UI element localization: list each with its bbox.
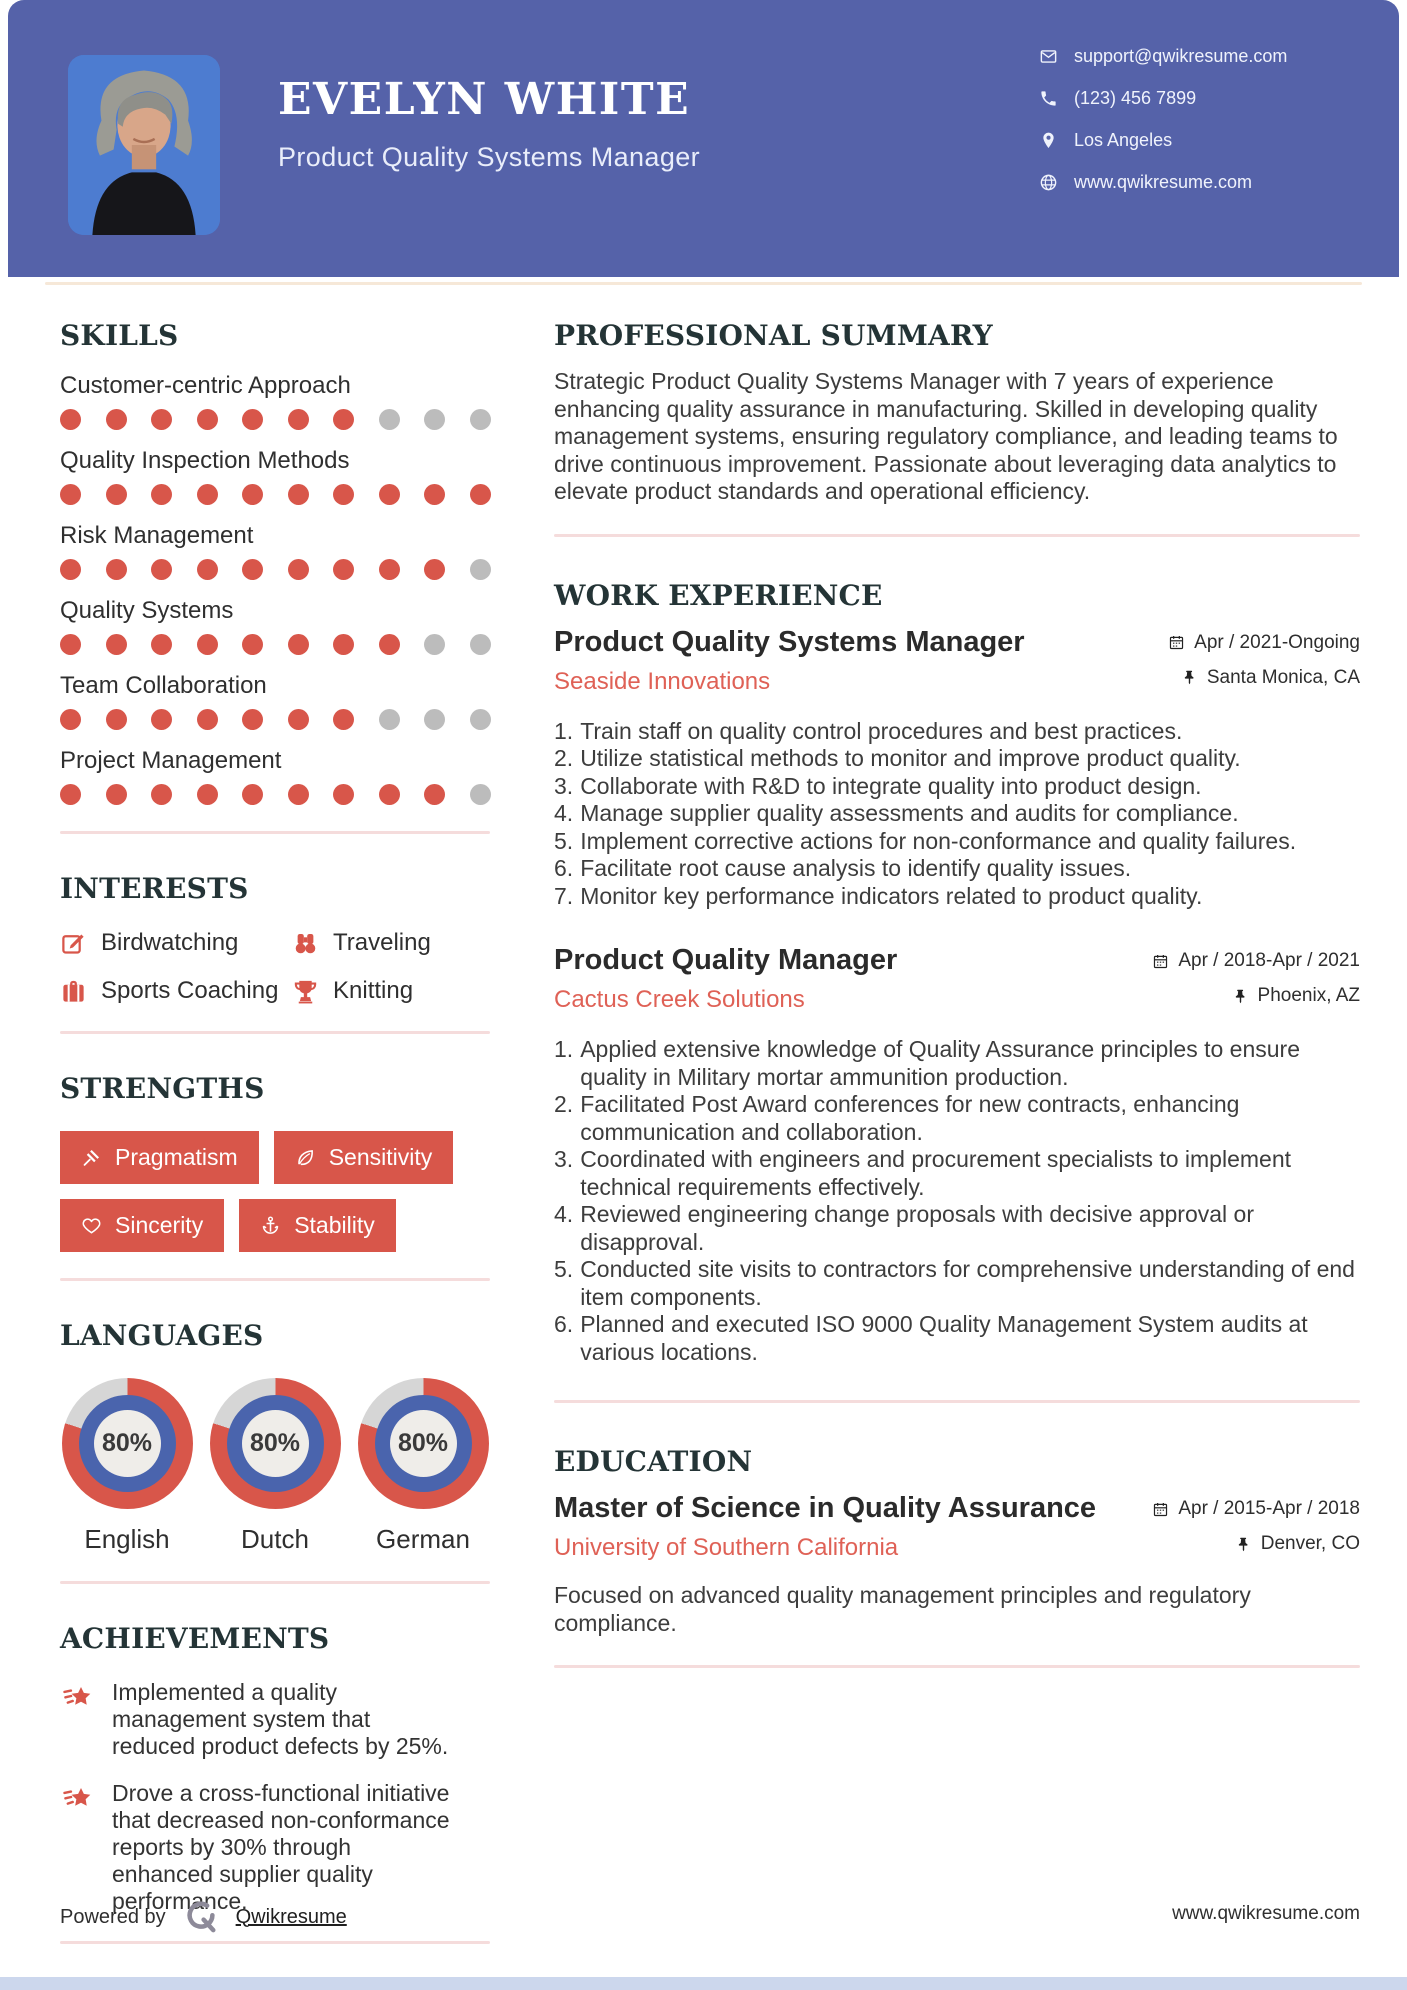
rating-dot (470, 784, 491, 805)
achievement-text: Drove a cross-functional initiative that decreased non-conformance reports by 30% through enhanced supplier quality performance. (112, 1780, 450, 1914)
language-percent: 80% (390, 1410, 457, 1477)
strengths-section (60, 1072, 490, 1252)
skill-label: Risk Management (60, 522, 254, 549)
anchor-icon (260, 1215, 281, 1236)
bullet-text: Facilitated Post Award conferences for new contracts, enhancing communication and collaboration. (580, 1091, 1240, 1145)
rating-dot (379, 784, 400, 805)
bullet-number: 4. (554, 800, 574, 826)
rating-dot (106, 634, 127, 655)
strength-badge (239, 1199, 396, 1252)
bullet-number: 2. (554, 1091, 574, 1117)
rating-dot (470, 484, 491, 505)
bullet-number: 2. (554, 745, 574, 771)
rating-dot (379, 559, 400, 580)
rating-dot (60, 559, 81, 580)
section-divider (554, 534, 1360, 537)
rating-dot (424, 559, 445, 580)
job-entry (554, 944, 1360, 1366)
job-bullet (554, 883, 1360, 911)
bullet-text: Implement corrective actions for non-conformance and quality failures. (580, 827, 1297, 854)
job-bullet (554, 1036, 1360, 1091)
rating-dot (242, 484, 263, 505)
education-description: Focused on advanced quality management principles and regulatory compliance. (554, 1582, 1251, 1636)
rating-dot (106, 409, 127, 430)
job-bullet (554, 828, 1360, 856)
rating-dot (151, 784, 172, 805)
job-dates (1168, 632, 1360, 654)
job-header (554, 626, 1360, 702)
skill-rating (60, 559, 490, 580)
rating-dot (242, 409, 263, 430)
location-icon (1039, 131, 1058, 150)
contact-item[interactable] (1039, 88, 1287, 109)
calendar-icon (1152, 1501, 1169, 1518)
rating-dot (288, 784, 309, 805)
rating-dot (151, 409, 172, 430)
bullet-number: 1. (554, 717, 574, 744)
degree-name: Master of Science in Quality Assurance (554, 1492, 1097, 1524)
rating-dot (470, 559, 491, 580)
strength-label: Sincerity (115, 1212, 204, 1238)
phone-icon (1039, 89, 1058, 108)
interest-label: Birdwatching (101, 929, 239, 956)
bullet-number: 7. (554, 882, 574, 909)
bullet-text: Collaborate with R&D to integrate quality into product design. (580, 772, 1202, 799)
achievement-item (60, 1780, 490, 1915)
skill-label: Customer-centric Approach (60, 372, 351, 399)
skills-list (60, 372, 490, 805)
skill-item (60, 672, 490, 730)
skill-rating (60, 634, 490, 655)
bullet-number: 6. (554, 1311, 574, 1337)
rating-dot (379, 484, 400, 505)
skill-label: Project Management (60, 747, 282, 774)
bullet-number: 1. (554, 1036, 574, 1062)
rating-dot (470, 709, 491, 730)
skill-label: Quality Systems (60, 597, 234, 624)
job-bullet (554, 1256, 1360, 1311)
achievement-item (60, 1679, 490, 1760)
rating-dot (288, 634, 309, 655)
bullet-number: 5. (554, 827, 574, 854)
interests-section (60, 872, 490, 1005)
sidebar (60, 319, 490, 1982)
email-icon (1039, 47, 1058, 66)
education-section (554, 1445, 1360, 1637)
language-donut (210, 1378, 341, 1509)
summary-text: Strategic Product Quality Systems Manager with 7 years of experience enhancing quality assurance in manufacturing. Skilled in developing quality management systems, ensuring regulatory compliance, and leading teams to drive continuous improvement. Passionate about leveraging data analytics to elevate product standards and operational efficiency. (554, 368, 1338, 504)
rating-dot (288, 409, 309, 430)
language-percent: 80% (94, 1410, 161, 1477)
rating-dot (424, 409, 445, 430)
bullet-number: 3. (554, 1146, 574, 1172)
leaf-icon (295, 1147, 316, 1168)
rating-dot (197, 709, 218, 730)
education-title: EDUCATION (554, 1445, 753, 1478)
donut-inner-ring (79, 1395, 176, 1492)
school-name: University of Southern California (554, 1534, 899, 1561)
summary-section (554, 319, 1360, 506)
profile-photo (68, 55, 220, 235)
job-role: Product Quality Systems Manager (554, 625, 1025, 658)
rating-dot (60, 484, 81, 505)
rating-dot (333, 409, 354, 430)
job-bullets (554, 718, 1360, 911)
language-label: English (84, 1524, 170, 1554)
job-bullet (554, 1201, 1360, 1256)
skill-rating (60, 484, 490, 505)
job-bullet (554, 718, 1360, 746)
gavel-icon (81, 1147, 102, 1168)
job-bullet (554, 1091, 1360, 1146)
rating-dot (379, 709, 400, 730)
bullet-number: 4. (554, 1201, 574, 1227)
rating-dot (333, 709, 354, 730)
skill-item (60, 522, 490, 580)
bullet-text: Train staff on quality control procedures and best practices. (580, 717, 1183, 744)
rating-dot (242, 784, 263, 805)
interest-label: Sports Coaching (101, 977, 279, 1004)
rating-dot (424, 484, 445, 505)
bullet-text: Conducted site visits to contractors for comprehensive understanding of end item components. (580, 1256, 1355, 1310)
skill-rating (60, 709, 490, 730)
language-donut (62, 1378, 193, 1509)
rating-dot (288, 709, 309, 730)
rating-dot (424, 784, 445, 805)
rating-dot (333, 634, 354, 655)
strength-label: Pragmatism (115, 1144, 238, 1170)
languages-list (60, 1378, 490, 1555)
language-percent: 80% (242, 1410, 309, 1477)
achievements-title: ACHIEVEMENTS (60, 1622, 330, 1655)
interest-item (60, 977, 292, 1005)
bullet-text: Coordinated with engineers and procurement specialists to implement technical requirements effectively. (580, 1146, 1292, 1200)
footer-powered-by (60, 1896, 347, 1938)
strength-badge (274, 1131, 454, 1184)
skill-rating (60, 784, 490, 805)
rating-dot (60, 784, 81, 805)
rating-dot (106, 559, 127, 580)
avatar (68, 55, 220, 235)
contact-item[interactable] (1039, 130, 1287, 151)
powered-by-label: Powered by (60, 1905, 166, 1928)
job-role: Product Quality Manager (554, 944, 898, 976)
section-divider (60, 1941, 490, 1944)
identity-block (278, 74, 700, 173)
education-main (554, 1492, 1096, 1562)
location-text: Phoenix, AZ (1257, 985, 1360, 1006)
rating-dot (106, 484, 127, 505)
education-meta (1152, 1492, 1360, 1568)
languages-section (60, 1319, 490, 1555)
rating-dot (242, 709, 263, 730)
pushpin-icon (1181, 669, 1198, 686)
bullet-text: Manage supplier quality assessments and audits for compliance. (580, 800, 1239, 826)
achievement-text: Implemented a quality management system that reduced product defects by 25%. (112, 1679, 449, 1759)
rating-dot (424, 709, 445, 730)
person-name: EVELYN WHITE (278, 74, 691, 125)
job-dates (1152, 950, 1360, 972)
bullet-text: Planned and executed ISO 9000 Quality Management System audits at various locations. (580, 1311, 1308, 1365)
location-text: Santa Monica, CA (1206, 666, 1360, 688)
rating-dot (197, 409, 218, 430)
education-dates (1152, 1498, 1360, 1520)
rating-dot (333, 784, 354, 805)
bullet-text: Facilitate root cause analysis to identify quality issues. (580, 855, 1132, 881)
skills-section (60, 319, 490, 805)
rating-dot (60, 709, 81, 730)
language-label: German (376, 1524, 470, 1554)
rating-dot (151, 484, 172, 505)
bullet-number: 3. (554, 772, 574, 799)
work-title: WORK EXPERIENCE (554, 578, 883, 612)
rating-dot (333, 484, 354, 505)
rating-dot (470, 409, 491, 430)
education-entry (554, 1492, 1360, 1568)
job-company: Cactus Creek Solutions (554, 986, 805, 1013)
contact-text: www.qwikresume.com (1074, 172, 1253, 192)
footer-website[interactable]: www.qwikresume.com (1172, 1903, 1360, 1924)
rating-dot (242, 559, 263, 580)
donut-inner-ring (375, 1395, 472, 1492)
bullet-text: Monitor key performance indicators related to product quality. (580, 882, 1203, 909)
rating-dot (470, 634, 491, 655)
section-divider (60, 1278, 490, 1281)
pushpin-icon (1232, 988, 1249, 1005)
bullet-text: Applied extensive knowledge of Quality Assurance principles to ensure quality in Military mortar ammunition production. (580, 1036, 1300, 1090)
interest-item (292, 929, 490, 957)
contact-text: support@qwikresume.com (1074, 46, 1288, 66)
bullet-number: 5. (554, 1256, 574, 1282)
section-divider (60, 1031, 490, 1034)
rating-dot (60, 634, 81, 655)
strength-badge (60, 1131, 259, 1184)
job-company: Seaside Innovations (554, 667, 771, 695)
rating-dot (151, 559, 172, 580)
job-bullet (554, 773, 1360, 801)
rating-dot (106, 709, 127, 730)
bottom-strip (0, 1977, 1407, 1990)
interest-label: Traveling (333, 929, 431, 956)
contact-item[interactable] (1039, 46, 1287, 67)
rating-dot (379, 409, 400, 430)
contact-text: (123) 456 7899 (1074, 88, 1197, 108)
header (8, 0, 1399, 277)
jobs-list (554, 626, 1360, 1367)
contact-item[interactable] (1039, 172, 1287, 193)
job-meta (1152, 944, 1360, 1020)
pushpin-icon (1235, 1536, 1252, 1553)
language-donut (358, 1378, 489, 1509)
shooting-star-icon (60, 1782, 96, 1818)
language-item (356, 1378, 490, 1555)
skill-item (60, 447, 490, 505)
rating-dot (379, 634, 400, 655)
language-item (208, 1378, 342, 1555)
location-text: Denver, CO (1260, 1533, 1360, 1554)
strengths-list (60, 1131, 490, 1252)
strengths-title: STRENGTHS (60, 1072, 265, 1105)
binoculars-icon (292, 930, 319, 957)
qwikresume-logo-icon[interactable] (180, 1896, 222, 1938)
briefcase-icon (60, 978, 87, 1005)
strength-label: Stability (294, 1212, 375, 1238)
skill-label: Team Collaboration (60, 672, 267, 699)
job-header (554, 944, 1360, 1020)
rating-dot (151, 709, 172, 730)
job-meta (1168, 626, 1360, 702)
languages-title: LANGUAGES (60, 1319, 264, 1352)
rating-dot (197, 484, 218, 505)
achievements-list (60, 1679, 490, 1915)
section-divider (60, 1581, 490, 1584)
rating-dot (60, 409, 81, 430)
main-column (554, 319, 1360, 1982)
trophy-icon (292, 978, 319, 1005)
interests-title: INTERESTS (60, 872, 249, 905)
contact-text: Los Angeles (1074, 130, 1173, 150)
donut-inner-ring (227, 1395, 324, 1492)
job-location (1152, 985, 1360, 1007)
strength-label: Sensitivity (328, 1144, 433, 1170)
job-bullet (554, 1146, 1360, 1201)
education-location (1152, 1533, 1360, 1555)
job-location (1168, 667, 1360, 689)
interest-item (292, 977, 490, 1005)
dates-text: Apr / 2015-Apr / 2018 (1178, 1498, 1360, 1519)
language-item (60, 1378, 194, 1555)
job-main (554, 626, 1025, 696)
dates-text: Apr / 2018-Apr / 2021 (1178, 950, 1360, 971)
bullet-text: Reviewed engineering change proposals with decisive approval or disapproval. (580, 1201, 1254, 1255)
bullet-number: 6. (554, 855, 574, 881)
rating-dot (106, 784, 127, 805)
skill-label: Quality Inspection Methods (60, 447, 350, 474)
bullet-text: Utilize statistical methods to monitor and improve product quality. (580, 745, 1241, 771)
job-main (554, 944, 897, 1014)
calendar-icon (1152, 953, 1169, 970)
skill-item (60, 747, 490, 805)
interest-item (60, 929, 292, 957)
strength-badge (60, 1199, 224, 1252)
qwikresume-link[interactable]: Qwikresume (235, 1905, 347, 1928)
section-divider (554, 1400, 1360, 1403)
achievements-section (60, 1622, 490, 1915)
job-bullet (554, 800, 1360, 828)
calendar-icon (1168, 634, 1185, 651)
section-divider (60, 831, 490, 834)
job-entry (554, 626, 1360, 911)
job-bullet (554, 745, 1360, 773)
work-section (554, 579, 1360, 1367)
rating-dot (288, 484, 309, 505)
rating-dot (242, 634, 263, 655)
rating-dot (288, 559, 309, 580)
job-bullets (554, 1036, 1360, 1366)
heart-icon (81, 1215, 102, 1236)
job-bullet (554, 855, 1360, 883)
rating-dot (197, 634, 218, 655)
content-columns (0, 285, 1407, 1982)
interest-label: Knitting (333, 977, 414, 1004)
skills-title: SKILLS (60, 319, 179, 352)
rating-dot (151, 634, 172, 655)
person-title: Product Quality Systems Manager (278, 142, 701, 172)
rating-dot (424, 634, 445, 655)
skill-item (60, 372, 490, 430)
rating-dot (197, 784, 218, 805)
skill-item (60, 597, 490, 655)
shooting-star-icon (60, 1681, 96, 1717)
job-bullet (554, 1311, 1360, 1366)
globe-icon (1039, 173, 1058, 192)
edit-icon (60, 930, 87, 957)
interests-list (60, 929, 490, 1005)
contact-list (1039, 46, 1287, 214)
rating-dot (333, 559, 354, 580)
rating-dot (197, 559, 218, 580)
language-label: Dutch (241, 1524, 309, 1554)
dates-text: Apr / 2021-Ongoing (1194, 631, 1360, 653)
skill-rating (60, 409, 490, 430)
summary-title: PROFESSIONAL SUMMARY (554, 319, 993, 352)
section-divider (554, 1665, 1360, 1668)
